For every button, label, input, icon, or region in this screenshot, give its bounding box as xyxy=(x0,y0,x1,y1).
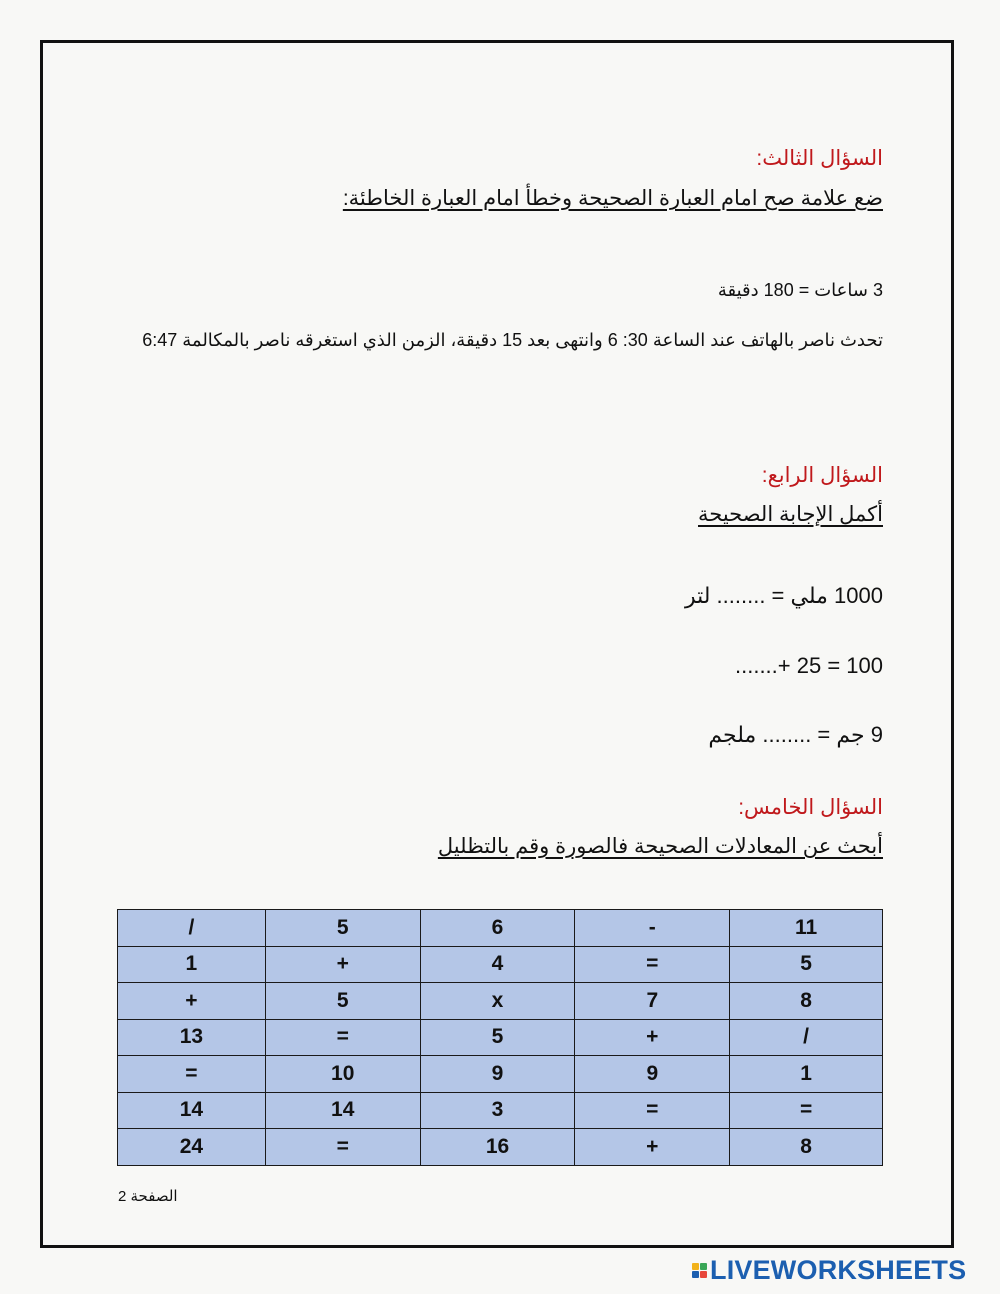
grid-cell[interactable]: = xyxy=(730,1092,883,1129)
grid-cell[interactable]: 5 xyxy=(420,1019,575,1056)
question-4-item-1: 1000 ملي = ........ لتر xyxy=(684,583,883,608)
grid-cell[interactable]: = xyxy=(575,1092,730,1129)
grid-cell[interactable]: 5 xyxy=(730,946,883,983)
grid-cell[interactable]: 5 xyxy=(265,910,420,947)
grid-cell[interactable]: - xyxy=(575,910,730,947)
grid-cell[interactable]: / xyxy=(730,1019,883,1056)
grid-cell[interactable]: = xyxy=(118,1056,266,1093)
question-5-instruction: أبحث عن المعادلات الصحيحة فالصورة وقم بالتظليل xyxy=(437,835,883,858)
question-4-item-3: 9 جم = ........ ملجم xyxy=(708,722,883,747)
grid-cell[interactable]: 9 xyxy=(575,1056,730,1093)
grid-row xyxy=(118,983,883,1020)
grid-cell[interactable]: 16 xyxy=(420,1129,575,1166)
grid-row xyxy=(118,1129,883,1166)
grid-row xyxy=(118,1056,883,1093)
grid-row xyxy=(118,1019,883,1056)
grid-cell[interactable]: 1 xyxy=(118,946,266,983)
grid-cell[interactable]: 9 xyxy=(420,1056,575,1093)
grid-cell[interactable]: 4 xyxy=(420,946,575,983)
grid-cell[interactable]: = xyxy=(575,946,730,983)
grid-cell[interactable]: 8 xyxy=(730,983,883,1020)
grid-cell[interactable]: / xyxy=(118,910,266,947)
question-4-instruction: أكمل الإجابة الصحيحة xyxy=(698,503,883,526)
grid-cell[interactable]: = xyxy=(265,1019,420,1056)
grid-cell[interactable]: 6 xyxy=(420,910,575,947)
grid-row xyxy=(118,1092,883,1129)
grid-cell[interactable]: 3 xyxy=(420,1092,575,1129)
grid-cell[interactable]: + xyxy=(575,1129,730,1166)
grid-cell[interactable]: 8 xyxy=(730,1129,883,1166)
question-4-item-2: .......+ 25 = 100 xyxy=(735,653,883,678)
grid-cell[interactable]: 10 xyxy=(265,1056,420,1093)
grid-cell[interactable]: = xyxy=(265,1129,420,1166)
grid-cell[interactable]: 1 xyxy=(730,1056,883,1093)
grid-cell[interactable]: + xyxy=(575,1019,730,1056)
grid-cell[interactable]: 24 xyxy=(118,1129,266,1166)
grid-cell[interactable]: 7 xyxy=(575,983,730,1020)
grid-cell[interactable]: 13 xyxy=(118,1019,266,1056)
grid-cell[interactable]: x xyxy=(420,983,575,1020)
question-5-title: السؤال الخامس: xyxy=(738,796,883,819)
question-3-statement-2: تحدث ناصر بالهاتف عند الساعة 30: 6 وانتهى بعد 15 دقيقة، الزمن الذي استغرقه ناصر بالمكالمة 6:47 xyxy=(142,330,883,350)
equation-grid xyxy=(117,909,883,1166)
grid-cell[interactable]: 14 xyxy=(265,1092,420,1129)
grid-cell[interactable]: 14 xyxy=(118,1092,266,1129)
grid-cell[interactable]: 5 xyxy=(265,983,420,1020)
grid-row xyxy=(118,910,883,947)
question-3-instruction: ضع علامة صح امام العبارة الصحيحة وخطأ امام العبارة الخاطئة: xyxy=(342,187,883,210)
grid-cell[interactable]: + xyxy=(265,946,420,983)
page-number: الصفحة 2 xyxy=(118,1188,178,1205)
question-3-statement-1: 3 ساعات = 180 دقيقة xyxy=(717,280,883,300)
grid-cell[interactable]: + xyxy=(118,983,266,1020)
grid-cell[interactable]: 11 xyxy=(730,910,883,947)
grid-row xyxy=(118,946,883,983)
question-3-title: السؤال الثالث: xyxy=(756,147,883,170)
liveworksheets-logo xyxy=(692,1255,966,1285)
logo-blocks-icon xyxy=(692,1263,707,1278)
logo-text: LIVEWORKSHEETS xyxy=(710,1254,967,1285)
question-4-title: السؤال الرابع: xyxy=(761,464,883,487)
